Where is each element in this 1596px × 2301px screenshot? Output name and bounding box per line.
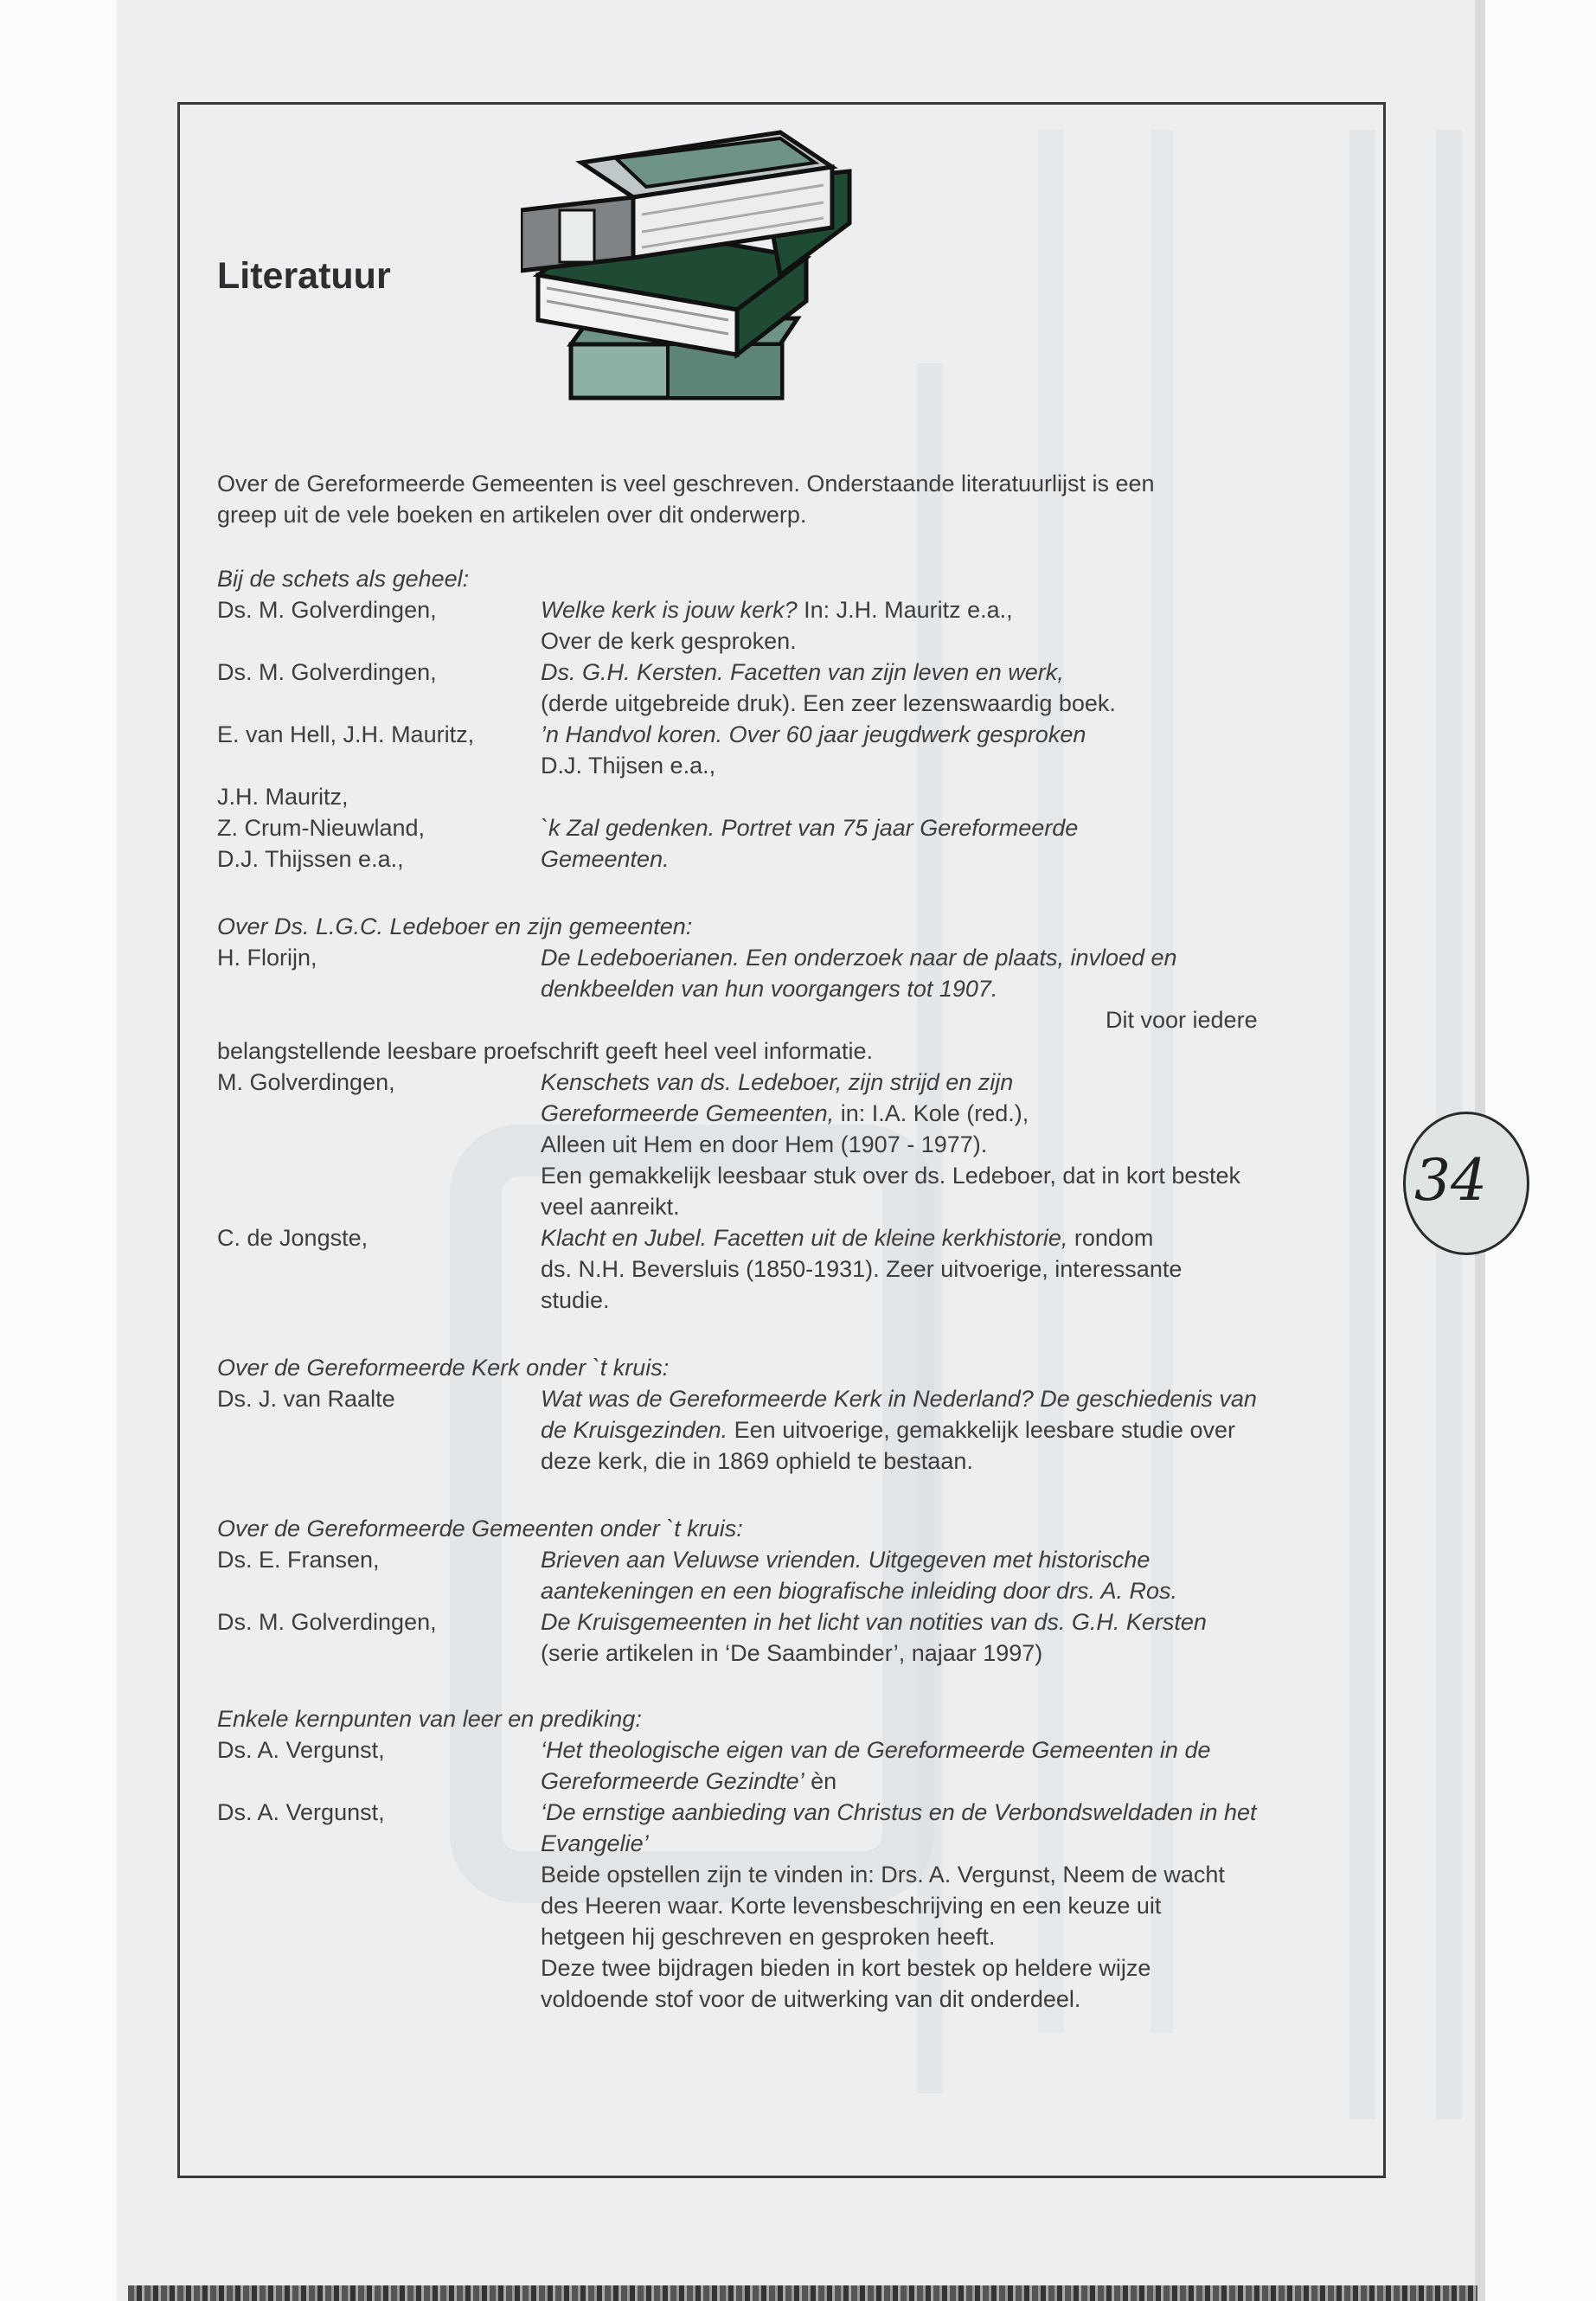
- entry-title: aantekeningen en een biografische inleiding door drs. A. Ros.: [541, 1578, 1177, 1604]
- entry-author: Ds. M. Golverdingen,: [217, 1609, 437, 1635]
- entry-author: H. Florijn,: [217, 945, 317, 971]
- entry-title: Welke kerk is jouw kerk?: [541, 597, 798, 623]
- entry-title: Gereformeerde Gezindte’: [541, 1768, 804, 1794]
- entry-line: (derde uitgebreide druk). Een zeer lezenswaardig boek.: [541, 690, 1116, 716]
- section-heading: Over de Gereformeerde Kerk onder `t kruis:: [217, 1355, 670, 1381]
- entry-line: belangstellende leesbare proefschrift geeft heel veel informatie.: [217, 1038, 873, 1064]
- entry-author: Ds. E. Fransen,: [217, 1547, 380, 1573]
- entry-title: Brieven aan Veluwse vrienden. Uitgegeven met historische: [541, 1547, 1151, 1573]
- entry-title: ‘Het theologische eigen van de Gereformeerde Gemeenten in de: [541, 1737, 1211, 1763]
- entry-title: Kenschets van ds. Ledeboer, zijn strijd en zijn: [541, 1069, 1014, 1095]
- entry-line: voldoende stof voor de uitwerking van dit onderdeel.: [541, 1986, 1081, 2012]
- entry-author: M. Golverdingen,: [217, 1069, 395, 1095]
- entry-line: [541, 1415, 1235, 1445]
- entry-text: In: J.H. Mauritz e.a.,: [797, 597, 1013, 623]
- entry-title: Klacht en Jubel. Facetten uit de kleine kerkhistorie,: [541, 1225, 1068, 1251]
- entry-author: E. van Hell, J.H. Mauritz,: [217, 721, 475, 747]
- entry-line: [541, 1223, 1153, 1253]
- entry-line: D.J. Thijsen e.a.,: [541, 753, 716, 779]
- entry-title: Evangelie’: [541, 1830, 649, 1856]
- entry-line: studie.: [541, 1287, 610, 1313]
- section-heading: Over de Gereformeerde Gemeenten onder `t kruis:: [217, 1516, 743, 1541]
- entry-title: Ds. G.H. Kersten. Facetten van zijn leven en werk,: [541, 659, 1064, 685]
- entry-line: Beide opstellen zijn te vinden in: Drs. A. Vergunst, Neem de wacht: [541, 1862, 1225, 1888]
- entry-title: Gemeenten.: [541, 846, 670, 872]
- entry-text: èn: [804, 1768, 837, 1794]
- entry-line: ds. N.H. Beversluis (1850-1931). Zeer uitvoerige, interessante: [541, 1256, 1183, 1282]
- entry-line: Alleen uit Hem en door Hem (1907 - 1977).: [541, 1131, 988, 1157]
- entry-line: [541, 1099, 1029, 1128]
- entry-author: Ds. A. Vergunst,: [217, 1799, 385, 1825]
- entry-title: ’n Handvol koren. Over 60 jaar jeugdwerk gesproken: [541, 721, 1086, 747]
- entry-text: rondom: [1067, 1225, 1154, 1251]
- page-number-badge: [1403, 1112, 1529, 1255]
- entry-title: Gereformeerde Gemeenten,: [541, 1100, 835, 1126]
- entry-author: Ds. A. Vergunst,: [217, 1737, 385, 1763]
- section-heading: Bij de schets als geheel:: [217, 566, 470, 592]
- page-number: 34: [1414, 1147, 1487, 1214]
- entry-author: Ds. J. van Raalte: [217, 1386, 395, 1412]
- entry-author: C. de Jongste,: [217, 1225, 369, 1251]
- entry-line: des Heeren waar. Korte levensbeschrijving en een keuze uit: [541, 1893, 1162, 1919]
- entry-author: J.H. Mauritz,: [217, 784, 349, 810]
- entry-line: veel aanreikt.: [541, 1194, 680, 1220]
- entry-line: Over de kerk gesproken.: [541, 628, 797, 654]
- entry-title: de Kruisgezinden.: [541, 1417, 728, 1443]
- entry-author: Ds. M. Golverdingen,: [217, 597, 437, 623]
- entry-text: Een uitvoerige, gemakkelijk leesbare studie over: [727, 1417, 1235, 1443]
- entry-line: deze kerk, die in 1869 ophield te bestaan.: [541, 1448, 973, 1474]
- entry-text: in: I.A. Kole (red.),: [834, 1100, 1029, 1126]
- section-heading: Over Ds. L.G.C. Ledeboer en zijn gemeenten:: [217, 913, 693, 939]
- entry-author: Ds. M. Golverdingen,: [217, 659, 437, 685]
- entry-line: [541, 1766, 836, 1796]
- entry-title: denkbeelden van hun voorgangers tot 1907.: [541, 976, 998, 1002]
- entry-title: Wat was de Gereformeerde Kerk in Nederland? De geschiedenis van: [541, 1386, 1257, 1412]
- entry-title: `k Zal gedenken. Portret van 75 jaar Gereformeerde: [541, 815, 1079, 841]
- entry-line: Deze twee bijdragen bieden in kort bestek op heldere wijze: [541, 1955, 1151, 1981]
- entry-title: De Kruisgemeenten in het licht van notities van ds. G.H. Kersten: [541, 1609, 1207, 1635]
- entry-title: De Ledeboerianen. Een onderzoek naar de plaats, invloed en: [541, 945, 1177, 971]
- intro-line: Over de Gereformeerde Gemeenten is veel geschreven. Onderstaande literatuurlijst is een: [217, 471, 1155, 497]
- page-bottom-strip: [128, 2285, 1477, 2301]
- page-title: Literatuur: [217, 255, 391, 297]
- books-icon: [521, 128, 858, 407]
- entry-line: hetgeen hij geschreven en gesproken heeft.: [541, 1924, 996, 1950]
- entry-line: [541, 595, 1013, 625]
- entry-author: D.J. Thijssen e.a.,: [217, 846, 404, 872]
- entry-line: (serie artikelen in ‘De Saambinder’, najaar 1997): [541, 1640, 1043, 1666]
- entry-line: Dit voor iedere: [1106, 1007, 1258, 1033]
- entry-title: ‘De ernstige aanbieding van Christus en de Verbondsweldaden in het: [541, 1799, 1257, 1825]
- intro-line: greep uit de vele boeken en artikelen over dit onderwerp.: [217, 502, 807, 528]
- entry-author: Z. Crum-Nieuwland,: [217, 815, 426, 841]
- entry-line: Een gemakkelijk leesbaar stuk over ds. Ledeboer, dat in kort bestek: [541, 1163, 1240, 1189]
- section-heading: Enkele kernpunten van leer en prediking:: [217, 1706, 642, 1732]
